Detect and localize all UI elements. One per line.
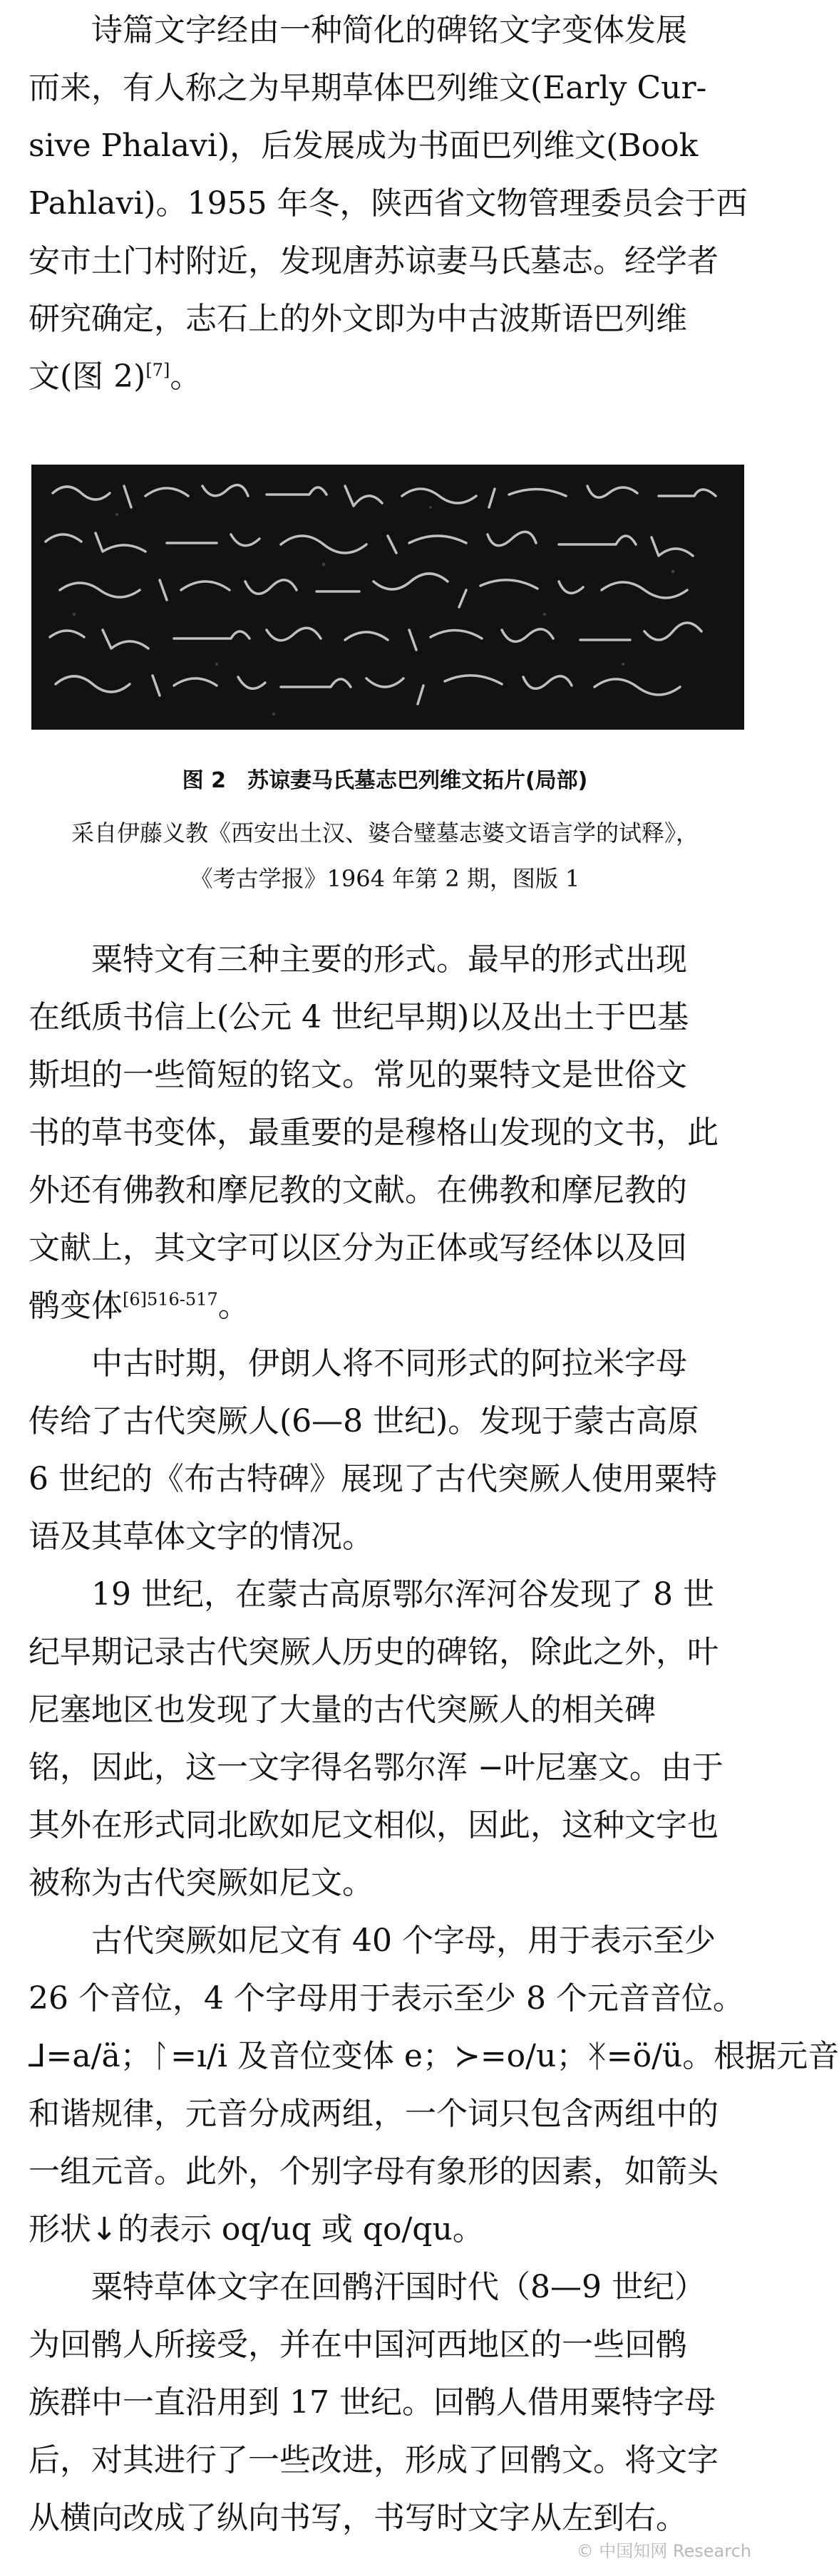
text-line: 6 世纪的《布古特碑》展现了古代突厥人使用粟特 xyxy=(29,1461,717,1497)
text-line: 而来，有人称之为早期草体巴列维文(Early Cur- xyxy=(29,70,707,106)
text-line: 传给了古代突厥人(6—8 世纪)。发现于蒙古高原 xyxy=(29,1403,699,1439)
text-fragment: 形状 xyxy=(29,2211,91,2247)
text-line: 后，对其进行了一些改进，形成了回鹘文。将文字 xyxy=(29,2442,719,2478)
runic-a-glyph-icon: ⅃ xyxy=(29,2038,46,2074)
text-line: 为回鹘人所接受，并在中国河西地区的一些回鹘 xyxy=(29,2327,687,2363)
text-line: Pahlavi)。1955 年冬，陕西省文物管理委员会于西 xyxy=(29,185,748,222)
text-fragment: 。 xyxy=(170,358,202,395)
text-line: 一组元音。此外，个别字母有象形的因素，如箭头 xyxy=(29,2153,719,2190)
source-line: 《考古学报》1964 年第 2 期，图版 1 xyxy=(190,865,580,892)
text-line: 安市土门村附近，发现唐苏谅妻马氏墓志。经学者 xyxy=(29,243,719,279)
text-line: 26 个音位，4 个字母用于表示至少 8 个元音音位。 xyxy=(29,1980,744,2017)
text-fragment: =ı/i 及音位变体 e； xyxy=(170,2038,454,2074)
paragraph-orkhon xyxy=(29,1566,748,1912)
text-line: 斯坦的一些简短的铭文。常见的粟特文是世俗文 xyxy=(29,1057,687,1093)
text-line xyxy=(29,348,748,405)
source-line: 采自伊藤义教《西安出土汉、婆合璧墓志婆文语言学的试释》， xyxy=(71,819,699,847)
text-line: 中古时期，伊朗人将不同形式的阿拉米字母 xyxy=(91,1345,687,1382)
text-line: 外还有佛教和摩尼教的文献。在佛教和摩尼教的 xyxy=(29,1172,687,1209)
text-line: 被称为古代突厥如尼文。 xyxy=(29,1865,374,1901)
paragraph-sogdian xyxy=(29,931,748,1335)
runic-o-glyph-icon: ≻ xyxy=(453,2038,480,2074)
text-fragment: 的表示 oq/uq 或 qo/qu。 xyxy=(117,2211,484,2247)
text-fragment: 。 xyxy=(217,1288,249,1324)
text-line: 族群中一直沿用到 17 世纪。回鹘人借用粟特字母 xyxy=(29,2384,716,2421)
inscription-rubbing-image xyxy=(31,465,744,730)
text-line xyxy=(29,1277,748,1335)
text-line: 其外在形式同北欧如尼文相似，因此，这种文字也 xyxy=(29,1807,719,1843)
text-fragment: =o/u； xyxy=(480,2038,588,2074)
text-line: 和谐规律，元音分成两组，一个词只包含两组中的 xyxy=(29,2096,719,2132)
text-line: 19 世纪，在蒙古高原鄂尔浑河谷发现了 8 世 xyxy=(91,1576,714,1613)
text-line xyxy=(29,2200,748,2258)
arrow-down-glyph-icon: ↓ xyxy=(91,2211,118,2247)
text-fragment: 鹘变体 xyxy=(29,1288,123,1324)
text-fragment: =a/ä； xyxy=(46,2038,152,2074)
text-line: 纪早期记录古代突厥人历史的碑铭，除此之外，叶 xyxy=(29,1634,719,1670)
figure-source-note xyxy=(0,810,770,901)
paragraph-runic-letters xyxy=(29,1912,839,2258)
text-fragment: =ö/ü。根据元音 xyxy=(606,2038,839,2074)
text-line: 从横向改成了纵向书写，书写时文字从左到右。 xyxy=(29,2500,687,2536)
text-fragment: 文(图 2) xyxy=(29,358,146,395)
watermark: © 中国知网 Research xyxy=(576,2541,751,2561)
citation-7: [7] xyxy=(145,360,170,381)
text-line: 古代突厥如尼文有 40 个字母，用于表示至少 xyxy=(91,1923,716,1959)
text-line: sive Phalavi)，后发展成为书面巴列维文(Book xyxy=(29,128,699,164)
figure-caption-title: 图 2 苏谅妻马氏墓志巴列维文拓片(局部) xyxy=(182,768,588,793)
text-line: 粟特草体文字在回鹘汗国时代（8—9 世纪） xyxy=(91,2269,706,2305)
paragraph-medieval xyxy=(29,1335,748,1566)
text-line xyxy=(29,2027,839,2085)
text-line: 铭，因此，这一文字得名鄂尔浑 −叶尼塞文。由于 xyxy=(29,1749,724,1786)
paragraph-uyghur xyxy=(29,2258,748,2547)
runic-i-glyph-icon: ᛚ xyxy=(151,2038,171,2074)
paragraph-pahlavi xyxy=(29,1,748,405)
runic-oe-glyph-icon: ᛡ xyxy=(587,2038,607,2074)
text-line: 语及其草体文字的情况。 xyxy=(29,1519,374,1555)
rubbing-script-strokes xyxy=(31,465,744,730)
text-line: 文献上，其文字可以区分为正体或写经体以及回 xyxy=(29,1230,687,1266)
text-line: 粟特文有三种主要的形式。最早的形式出现 xyxy=(91,941,687,978)
citation-6: [6]516-517 xyxy=(123,1289,218,1310)
text-line: 在纸质书信上(公元 4 世纪早期)以及出土于巴基 xyxy=(29,999,689,1035)
text-line: 尼塞地区也发现了大量的古代突厥人的相关碑 xyxy=(29,1692,656,1728)
text-line: 研究确定，志石上的外文即为中古波斯语巴列维 xyxy=(29,301,687,337)
text-line: 诗篇文字经由一种简化的碑铭文字变体发展 xyxy=(91,12,687,48)
text-line: 书的草书变体，最重要的是穆格山发现的文书，此 xyxy=(29,1114,719,1151)
